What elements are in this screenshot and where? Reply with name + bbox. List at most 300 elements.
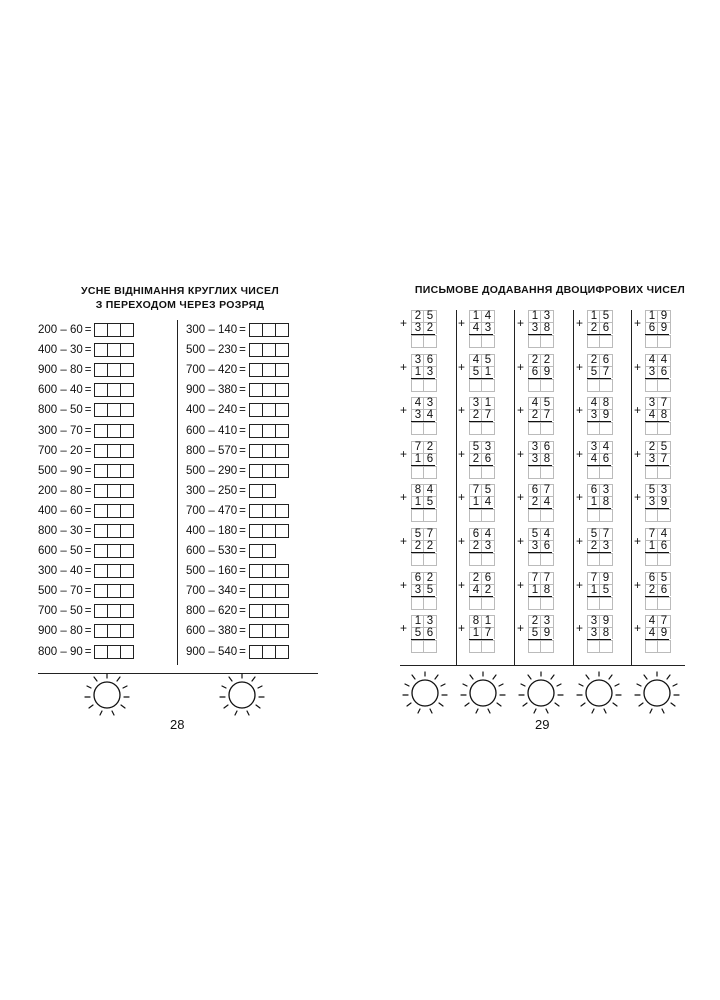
sun-icon [572, 670, 626, 716]
answer-cell[interactable] [481, 379, 495, 392]
answer-cell[interactable] [276, 646, 288, 658]
answer-cell[interactable] [250, 545, 263, 557]
answer-cell[interactable] [481, 553, 495, 566]
plus-sign: + [634, 490, 642, 505]
answer-cell[interactable] [121, 485, 133, 497]
answer-cell[interactable] [276, 565, 288, 577]
answer-cell[interactable] [263, 404, 276, 416]
plus-sign: + [576, 577, 584, 592]
answer-cell[interactable] [108, 646, 121, 658]
answer-cell[interactable] [121, 364, 133, 376]
answer-cell[interactable] [657, 553, 671, 566]
answer-cell[interactable] [108, 445, 121, 457]
equals-sign: = [84, 545, 92, 558]
digit-cell: 9 [599, 409, 613, 421]
answer-cell[interactable] [250, 404, 263, 416]
digit-cell: 9 [657, 627, 671, 639]
answer-cell[interactable] [599, 640, 613, 653]
answer-boxes[interactable] [249, 544, 276, 558]
digit-cell: 7 [657, 453, 671, 465]
answer-cell[interactable] [481, 597, 495, 610]
answer-cell[interactable] [95, 344, 108, 356]
answer-cell[interactable] [276, 445, 288, 457]
answer-cell[interactable] [599, 379, 613, 392]
digit-cell: 8 [411, 484, 424, 496]
digit-cell: 2 [423, 322, 437, 334]
equation-row [186, 621, 289, 641]
answer-cell[interactable] [95, 324, 108, 336]
column-addition-grid [587, 354, 611, 392]
equation-expression: 700 – 20 [38, 444, 83, 457]
equals-sign: = [84, 364, 92, 377]
digit-cell: 7 [481, 409, 495, 421]
equation-row [38, 581, 134, 601]
answer-boxes[interactable] [94, 584, 134, 598]
answer-cell[interactable] [540, 553, 554, 566]
plus-sign: + [517, 316, 525, 330]
equation-expression: 800 – 90 [38, 645, 83, 658]
answer-cell[interactable] [423, 466, 437, 479]
digit-cell: 8 [599, 397, 613, 409]
digit-cell: 6 [481, 453, 495, 465]
answer-cell[interactable] [250, 505, 263, 517]
equals-sign: = [84, 585, 92, 598]
answer-boxes[interactable] [94, 604, 134, 618]
answer-boxes[interactable] [94, 403, 134, 417]
equation-row [38, 360, 134, 380]
answer-cell[interactable] [263, 605, 276, 617]
answer-cell[interactable] [121, 445, 133, 457]
answer-cell[interactable] [95, 545, 108, 557]
equation-row [38, 642, 134, 662]
answer-boxes[interactable] [94, 564, 134, 578]
digit-cell: 8 [599, 627, 613, 639]
answer-cell[interactable] [657, 466, 671, 479]
answer-cell[interactable] [276, 605, 288, 617]
answer-cell[interactable] [250, 625, 263, 637]
equation-expression: 800 – 570 [186, 444, 238, 457]
answer-boxes[interactable] [94, 444, 134, 458]
answer-cell[interactable] [250, 364, 263, 376]
answer-boxes[interactable] [94, 484, 134, 498]
left-title-line1: УСНЕ ВІДНІМАННЯ КРУГЛИХ ЧИСЕЛ [81, 285, 279, 297]
answer-cell[interactable] [540, 422, 554, 435]
answer-boxes[interactable] [249, 624, 289, 638]
digit-cell: 7 [599, 528, 613, 540]
column-addition-grid [469, 528, 493, 566]
answer-cell[interactable] [263, 565, 276, 577]
answer-cell[interactable] [250, 565, 263, 577]
answer-boxes[interactable] [94, 464, 134, 478]
answer-cell[interactable] [250, 425, 263, 437]
answer-cell[interactable] [108, 404, 121, 416]
plus-sign: + [458, 316, 466, 330]
answer-cell[interactable] [263, 625, 276, 637]
answer-cell[interactable] [263, 505, 276, 517]
plus-sign: + [517, 577, 525, 592]
answer-cell[interactable] [263, 585, 276, 597]
digit-cell: 1 [481, 615, 495, 627]
digit-cell: 3 [599, 540, 613, 552]
answer-cell[interactable] [95, 404, 108, 416]
equation-row [38, 461, 134, 481]
answer-cell[interactable] [95, 625, 108, 637]
answer-boxes[interactable] [249, 604, 289, 618]
digit-cell: 8 [657, 409, 671, 421]
answer-boxes[interactable] [94, 343, 134, 357]
answer-cell[interactable] [276, 384, 288, 396]
answer-boxes[interactable] [249, 645, 289, 659]
answer-cell[interactable] [108, 465, 121, 477]
equation-expression: 700 – 340 [186, 585, 238, 598]
answer-cell[interactable] [540, 466, 554, 479]
answer-cell[interactable] [423, 379, 437, 392]
answer-cell[interactable] [95, 646, 108, 658]
answer-cell[interactable] [121, 404, 133, 416]
answer-cell[interactable] [108, 364, 121, 376]
equals-sign: = [239, 444, 246, 457]
equation-expression: 600 – 530 [186, 545, 238, 558]
equation-row [38, 420, 134, 440]
equation-expression: 400 – 60 [38, 504, 83, 517]
sun-icon [215, 672, 269, 718]
answer-cell[interactable] [481, 422, 495, 435]
answer-boxes[interactable] [249, 403, 289, 417]
answer-cell[interactable] [121, 505, 133, 517]
answer-cell[interactable] [108, 605, 121, 617]
answer-boxes[interactable] [249, 323, 289, 337]
answer-cell[interactable] [95, 384, 108, 396]
digit-cell: 5 [540, 397, 554, 409]
answer-cell[interactable] [108, 425, 121, 437]
equation-expression: 300 – 250 [186, 484, 238, 497]
answer-cell[interactable] [95, 364, 108, 376]
answer-cell[interactable] [263, 384, 276, 396]
digit-cell: 3 [587, 615, 600, 627]
digit-cell: 2 [411, 540, 424, 552]
answer-cell[interactable] [121, 605, 133, 617]
answer-boxes[interactable] [94, 504, 134, 518]
answer-cell[interactable] [263, 525, 276, 537]
answer-cell[interactable] [121, 384, 133, 396]
answer-cell[interactable] [108, 505, 121, 517]
plus-sign: + [576, 403, 584, 418]
digit-cell: 2 [528, 615, 541, 627]
equation-expression: 500 – 70 [38, 585, 83, 598]
answer-boxes[interactable] [249, 444, 289, 458]
answer-cell[interactable] [481, 466, 495, 479]
plus-sign: + [634, 446, 642, 461]
answer-cell[interactable] [95, 445, 108, 457]
column-addition-grid [528, 615, 552, 653]
digit-cell: 3 [540, 615, 554, 627]
answer-boxes[interactable] [249, 343, 289, 357]
equals-sign: = [239, 384, 246, 397]
answer-cell[interactable] [95, 485, 108, 497]
equals-sign: = [239, 545, 246, 558]
answer-cell[interactable] [276, 364, 288, 376]
column-addition-grid [469, 310, 493, 348]
plus-sign: + [576, 359, 584, 374]
digit-cell: 7 [540, 572, 554, 584]
answer-cell[interactable] [263, 364, 276, 376]
answer-cell[interactable] [423, 509, 437, 522]
answer-cell[interactable] [108, 344, 121, 356]
answer-boxes[interactable] [249, 383, 289, 397]
answer-cell[interactable] [423, 335, 437, 348]
column-addition-grid [587, 484, 611, 522]
answer-cell[interactable] [481, 640, 495, 653]
answer-cell[interactable] [95, 465, 108, 477]
answer-cell[interactable] [108, 525, 121, 537]
answer-cell[interactable] [95, 505, 108, 517]
equation-row [186, 340, 289, 360]
answer-cell[interactable] [108, 545, 121, 557]
answer-boxes[interactable] [94, 624, 134, 638]
answer-cell[interactable] [121, 625, 133, 637]
answer-boxes[interactable] [249, 564, 289, 578]
answer-cell[interactable] [481, 335, 495, 348]
equals-sign: = [84, 404, 92, 417]
left-title-line2: З ПЕРЕХОДОМ ЧЕРЕЗ РОЗРЯД [95, 299, 265, 311]
digit-cell: 7 [411, 441, 424, 453]
answer-cell[interactable] [599, 597, 613, 610]
plus-sign: + [634, 403, 642, 418]
digit-cell: 3 [469, 397, 482, 409]
answer-cell[interactable] [276, 324, 288, 336]
answer-boxes[interactable] [94, 383, 134, 397]
answer-cell[interactable] [263, 445, 276, 457]
answer-cell[interactable] [276, 625, 288, 637]
equation-expression: 400 – 30 [38, 344, 83, 357]
digit-cell: 2 [469, 453, 482, 465]
digit-cell: 5 [423, 310, 437, 322]
equation-expression: 300 – 70 [38, 424, 83, 437]
equation-row [38, 561, 134, 581]
answer-cell[interactable] [481, 509, 495, 522]
answer-cell[interactable] [250, 465, 263, 477]
digit-cell: 6 [645, 572, 658, 584]
answer-cell[interactable] [599, 335, 613, 348]
column-addition-grid [411, 354, 435, 392]
answer-boxes[interactable] [249, 424, 289, 438]
digit-cell: 7 [657, 615, 671, 627]
column-addition-grid [528, 572, 552, 610]
equals-sign: = [84, 344, 92, 357]
answer-cell[interactable] [540, 640, 554, 653]
answer-cell[interactable] [121, 545, 133, 557]
answer-cell[interactable] [121, 425, 133, 437]
plus-sign: + [458, 533, 466, 548]
column-addition-grid [587, 572, 611, 610]
answer-cell[interactable] [276, 525, 288, 537]
answer-cell[interactable] [263, 425, 276, 437]
answer-cell[interactable] [276, 404, 288, 416]
answer-boxes[interactable] [249, 484, 276, 498]
digit-cell: 3 [411, 409, 424, 421]
column-addition-grid [528, 354, 552, 392]
answer-cell[interactable] [108, 384, 121, 396]
digit-cell: 4 [481, 528, 495, 540]
answer-cell[interactable] [95, 565, 108, 577]
digit-cell: 2 [587, 540, 600, 552]
plus-sign: + [517, 490, 525, 505]
answer-boxes[interactable] [94, 323, 134, 337]
answer-cell[interactable] [657, 379, 671, 392]
digit-cell: 3 [481, 322, 495, 334]
plus-sign: + [400, 403, 408, 418]
equation-row [38, 320, 134, 340]
digit-cell: 8 [540, 453, 554, 465]
answer-boxes[interactable] [249, 524, 289, 538]
answer-boxes[interactable] [249, 504, 289, 518]
answer-boxes[interactable] [94, 645, 134, 659]
answer-cell[interactable] [250, 445, 263, 457]
answer-boxes[interactable] [94, 363, 134, 377]
equation-row [186, 581, 289, 601]
answer-cell[interactable] [276, 505, 288, 517]
answer-boxes[interactable] [249, 363, 289, 377]
answer-cell[interactable] [599, 466, 613, 479]
answer-cell[interactable] [657, 509, 671, 522]
plus-sign: + [400, 359, 408, 374]
digit-cell: 3 [423, 366, 437, 378]
answer-cell[interactable] [121, 585, 133, 597]
digit-cell: 7 [645, 528, 658, 540]
answer-cell[interactable] [121, 344, 133, 356]
digit-cell: 1 [411, 366, 424, 378]
column-addition-grid [411, 572, 435, 610]
digit-cell: 4 [469, 354, 482, 366]
answer-cell[interactable] [263, 545, 275, 557]
column-addition-grid [587, 397, 611, 435]
answer-boxes[interactable] [94, 424, 134, 438]
answer-cell[interactable] [276, 344, 288, 356]
answer-cell[interactable] [423, 597, 437, 610]
page-number: 29 [535, 717, 550, 732]
answer-cell[interactable] [276, 425, 288, 437]
answer-cell[interactable] [263, 324, 276, 336]
answer-cell[interactable] [121, 646, 133, 658]
answer-cell[interactable] [423, 553, 437, 566]
answer-boxes[interactable] [94, 524, 134, 538]
answer-cell[interactable] [108, 485, 121, 497]
column-divider [514, 310, 515, 665]
equation-row [38, 541, 134, 561]
equation-expression: 800 – 620 [186, 605, 238, 618]
equation-row [186, 441, 289, 461]
column-addition-grid [411, 397, 435, 435]
answer-cell[interactable] [599, 509, 613, 522]
answer-cell[interactable] [121, 525, 133, 537]
answer-cell[interactable] [121, 565, 133, 577]
answer-cell[interactable] [121, 465, 133, 477]
answer-cell[interactable] [423, 422, 437, 435]
answer-cell[interactable] [263, 646, 276, 658]
digit-cell: 7 [469, 484, 482, 496]
subtraction-column-b [186, 320, 289, 662]
answer-cell[interactable] [250, 585, 263, 597]
answer-cell[interactable] [599, 422, 613, 435]
digit-cell: 2 [587, 322, 600, 334]
answer-cell[interactable] [108, 585, 121, 597]
answer-cell[interactable] [108, 565, 121, 577]
answer-cell[interactable] [95, 525, 108, 537]
answer-cell[interactable] [250, 384, 263, 396]
answer-boxes[interactable] [249, 464, 289, 478]
answer-cell[interactable] [121, 324, 133, 336]
answer-cell[interactable] [263, 344, 276, 356]
answer-cell[interactable] [423, 640, 437, 653]
digit-cell: 4 [481, 310, 495, 322]
digit-cell: 8 [540, 584, 554, 596]
equation-expression: 300 – 40 [38, 565, 83, 578]
answer-cell[interactable] [263, 465, 276, 477]
answer-cell[interactable] [276, 585, 288, 597]
answer-cell[interactable] [250, 344, 263, 356]
answer-cell[interactable] [108, 625, 121, 637]
digit-cell: 7 [587, 572, 600, 584]
answer-cell[interactable] [540, 509, 554, 522]
answer-cell[interactable] [250, 324, 263, 336]
answer-cell[interactable] [263, 485, 275, 497]
digit-cell: 9 [657, 322, 671, 334]
answer-cell[interactable] [95, 605, 108, 617]
digit-cell: 2 [645, 584, 658, 596]
equals-sign: = [84, 605, 92, 618]
answer-cell[interactable] [250, 485, 263, 497]
column-addition-grid [587, 528, 611, 566]
sun-icon [514, 670, 568, 716]
answer-cell[interactable] [250, 525, 263, 537]
answer-cell[interactable] [95, 425, 108, 437]
digit-cell: 4 [645, 627, 658, 639]
equals-sign: = [239, 344, 246, 357]
digit-cell: 7 [540, 484, 554, 496]
answer-cell[interactable] [276, 465, 288, 477]
equation-row [38, 400, 134, 420]
plus-sign: + [400, 577, 408, 592]
digit-cell: 5 [481, 484, 495, 496]
equation-expression: 400 – 240 [186, 404, 238, 417]
digit-cell: 1 [411, 453, 424, 465]
plus-sign: + [400, 446, 408, 461]
equals-sign: = [239, 585, 246, 598]
answer-cell[interactable] [540, 597, 554, 610]
answer-cell[interactable] [657, 335, 671, 348]
answer-cell[interactable] [657, 597, 671, 610]
digit-cell: 3 [587, 409, 600, 421]
digit-cell: 6 [599, 453, 613, 465]
answer-cell[interactable] [540, 335, 554, 348]
digit-cell: 1 [587, 310, 600, 322]
answer-cell[interactable] [599, 553, 613, 566]
equation-expression: 900 – 540 [186, 645, 238, 658]
answer-cell[interactable] [250, 646, 263, 658]
answer-cell[interactable] [657, 422, 671, 435]
answer-cell[interactable] [95, 585, 108, 597]
answer-cell[interactable] [657, 640, 671, 653]
answer-cell[interactable] [540, 379, 554, 392]
answer-boxes[interactable] [94, 544, 134, 558]
right-page [360, 0, 720, 1000]
digit-cell: 6 [599, 354, 613, 366]
answer-cell[interactable] [108, 324, 121, 336]
equals-sign: = [239, 324, 246, 337]
answer-boxes[interactable] [249, 584, 289, 598]
equation-expression: 200 – 60 [38, 324, 83, 337]
answer-cell[interactable] [250, 605, 263, 617]
